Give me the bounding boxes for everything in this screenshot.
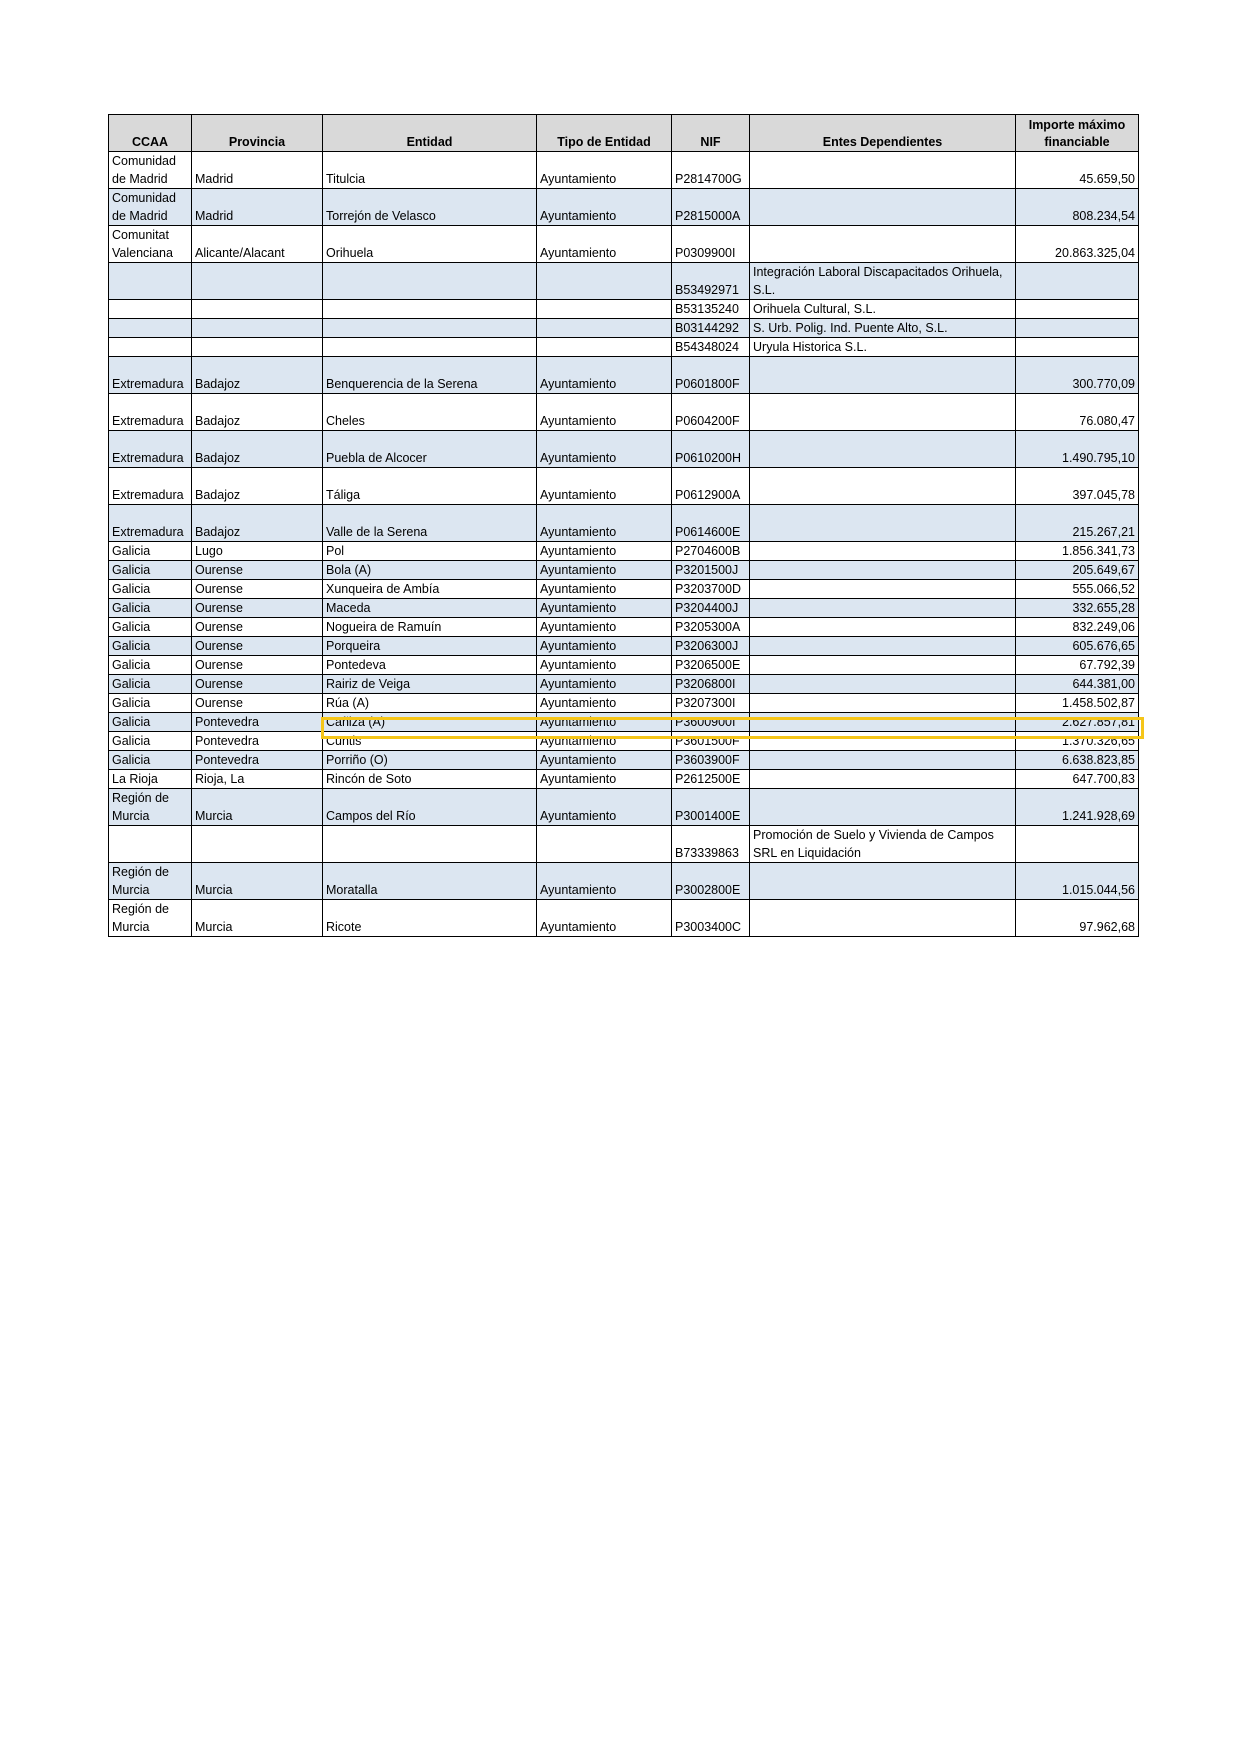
cell-nif: P3601500F <box>672 732 750 751</box>
cell-entidad: Valle de la Serena <box>323 505 537 542</box>
cell-ccaa: Galicia <box>109 618 192 637</box>
cell-importe: 205.649,67 <box>1016 561 1139 580</box>
cell-entidad: Maceda <box>323 599 537 618</box>
cell-entidad <box>323 826 537 863</box>
header-entes-dependientes: Entes Dependientes <box>750 115 1016 152</box>
cell-entes <box>750 900 1016 937</box>
cell-provincia <box>192 826 323 863</box>
table-row <box>109 357 1139 394</box>
cell-importe <box>1016 319 1139 338</box>
cell-tipo: Ayuntamiento <box>537 580 672 599</box>
table-row <box>109 637 1139 656</box>
cell-nif: P2815000A <box>672 189 750 226</box>
cell-entidad: Rairiz de Veiga <box>323 675 537 694</box>
header-nif: NIF <box>672 115 750 152</box>
cell-importe: 605.676,65 <box>1016 637 1139 656</box>
cell-entidad: Pol <box>323 542 537 561</box>
cell-nif: P0604200F <box>672 394 750 431</box>
cell-entes <box>750 561 1016 580</box>
cell-importe: 644.381,00 <box>1016 675 1139 694</box>
cell-provincia: Lugo <box>192 542 323 561</box>
cell-tipo <box>537 319 672 338</box>
cell-ccaa: Galicia <box>109 580 192 599</box>
cell-nif: P0614600E <box>672 505 750 542</box>
cell-provincia: Pontevedra <box>192 751 323 770</box>
cell-nif: P2704600B <box>672 542 750 561</box>
cell-importe: 6.638.823,85 <box>1016 751 1139 770</box>
cell-entidad: Táliga <box>323 468 537 505</box>
cell-tipo: Ayuntamiento <box>537 618 672 637</box>
cell-provincia: Ourense <box>192 561 323 580</box>
cell-importe: 832.249,06 <box>1016 618 1139 637</box>
cell-nif: P3600900I <box>672 713 750 732</box>
cell-entidad: Porqueira <box>323 637 537 656</box>
table-row <box>109 152 1139 189</box>
cell-nif: P2612500E <box>672 770 750 789</box>
table-row <box>109 656 1139 675</box>
cell-ccaa: La Rioja <box>109 770 192 789</box>
cell-entes <box>750 394 1016 431</box>
cell-provincia <box>192 263 323 300</box>
cell-nif: P3201500J <box>672 561 750 580</box>
cell-importe: 2.627.857,81 <box>1016 713 1139 732</box>
cell-tipo: Ayuntamiento <box>537 394 672 431</box>
cell-tipo: Ayuntamiento <box>537 599 672 618</box>
cell-tipo: Ayuntamiento <box>537 226 672 263</box>
cell-tipo: Ayuntamiento <box>537 637 672 656</box>
cell-entes <box>750 732 1016 751</box>
cell-entidad: Pontedeva <box>323 656 537 675</box>
cell-ccaa: Comunitat Valenciana <box>109 226 192 263</box>
table-row <box>109 694 1139 713</box>
cell-nif: P3002800E <box>672 863 750 900</box>
cell-entidad: Rúa (A) <box>323 694 537 713</box>
cell-nif: P2814700G <box>672 152 750 189</box>
cell-tipo: Ayuntamiento <box>537 732 672 751</box>
cell-importe: 67.792,39 <box>1016 656 1139 675</box>
cell-provincia: Alicante/Alacant <box>192 226 323 263</box>
cell-provincia: Madrid <box>192 152 323 189</box>
cell-entidad: Ricote <box>323 900 537 937</box>
table-row <box>109 863 1139 900</box>
cell-ccaa <box>109 319 192 338</box>
cell-entes <box>750 675 1016 694</box>
cell-ccaa: Extremadura <box>109 468 192 505</box>
cell-ccaa <box>109 826 192 863</box>
cell-provincia: Badajoz <box>192 357 323 394</box>
cell-importe: 215.267,21 <box>1016 505 1139 542</box>
table-row <box>109 599 1139 618</box>
cell-nif: P3603900F <box>672 751 750 770</box>
table-row <box>109 713 1139 732</box>
cell-provincia: Pontevedra <box>192 732 323 751</box>
cell-importe: 1.490.795,10 <box>1016 431 1139 468</box>
cell-entes <box>750 505 1016 542</box>
cell-entidad: Rincón de Soto <box>323 770 537 789</box>
cell-ccaa <box>109 338 192 357</box>
cell-importe: 97.962,68 <box>1016 900 1139 937</box>
cell-ccaa: Galicia <box>109 751 192 770</box>
cell-entes <box>750 770 1016 789</box>
cell-entidad <box>323 300 537 319</box>
cell-entidad: Campos del Río <box>323 789 537 826</box>
cell-tipo <box>537 263 672 300</box>
cell-nif: P3206300J <box>672 637 750 656</box>
cell-ccaa: Galicia <box>109 656 192 675</box>
cell-entidad: Benquerencia de la Serena <box>323 357 537 394</box>
cell-ccaa: Galicia <box>109 675 192 694</box>
cell-entes <box>750 542 1016 561</box>
cell-entes <box>750 580 1016 599</box>
cell-entidad: Bola (A) <box>323 561 537 580</box>
data-table <box>108 114 1139 937</box>
cell-entidad: Porriño (O) <box>323 751 537 770</box>
cell-entidad: Moratalla <box>323 863 537 900</box>
cell-importe: 332.655,28 <box>1016 599 1139 618</box>
cell-entes: Promoción de Suelo y Vivienda de Campos SRL en Liquidación <box>750 826 1016 863</box>
cell-ccaa: Región de Murcia <box>109 789 192 826</box>
header-importe: Importe máximo financiable <box>1016 115 1139 152</box>
cell-entidad: Orihuela <box>323 226 537 263</box>
cell-ccaa <box>109 263 192 300</box>
table-row <box>109 300 1139 319</box>
cell-entidad <box>323 338 537 357</box>
cell-entes <box>750 713 1016 732</box>
cell-nif: P3207300I <box>672 694 750 713</box>
cell-nif: P3206800I <box>672 675 750 694</box>
table-row <box>109 732 1139 751</box>
cell-provincia: Pontevedra <box>192 713 323 732</box>
cell-importe: 647.700,83 <box>1016 770 1139 789</box>
cell-importe: 555.066,52 <box>1016 580 1139 599</box>
table-row <box>109 394 1139 431</box>
cell-provincia: Ourense <box>192 618 323 637</box>
cell-provincia: Ourense <box>192 656 323 675</box>
cell-entes <box>750 789 1016 826</box>
cell-nif: P3203700D <box>672 580 750 599</box>
cell-entes <box>750 226 1016 263</box>
cell-importe: 1.458.502,87 <box>1016 694 1139 713</box>
cell-entes <box>750 189 1016 226</box>
cell-nif: P3003400C <box>672 900 750 937</box>
table-row <box>109 789 1139 826</box>
cell-provincia: Murcia <box>192 900 323 937</box>
cell-entes: Integración Laboral Discapacitados Orihuela, S.L. <box>750 263 1016 300</box>
cell-nif: P0610200H <box>672 431 750 468</box>
table-row <box>109 826 1139 863</box>
header-entidad: Entidad <box>323 115 537 152</box>
cell-entes <box>750 357 1016 394</box>
cell-tipo: Ayuntamiento <box>537 542 672 561</box>
cell-entidad <box>323 263 537 300</box>
cell-tipo: Ayuntamiento <box>537 863 672 900</box>
cell-importe: 808.234,54 <box>1016 189 1139 226</box>
cell-entes <box>750 751 1016 770</box>
cell-provincia: Ourense <box>192 675 323 694</box>
table-row <box>109 675 1139 694</box>
cell-nif: P0612900A <box>672 468 750 505</box>
cell-entes <box>750 152 1016 189</box>
cell-entidad: Cheles <box>323 394 537 431</box>
header-tipo-entidad: Tipo de Entidad <box>537 115 672 152</box>
cell-nif: P3001400E <box>672 789 750 826</box>
cell-importe: 45.659,50 <box>1016 152 1139 189</box>
cell-importe: 397.045,78 <box>1016 468 1139 505</box>
cell-importe: 1.241.928,69 <box>1016 789 1139 826</box>
cell-entidad <box>323 319 537 338</box>
cell-provincia: Murcia <box>192 863 323 900</box>
table-row <box>109 542 1139 561</box>
cell-nif: P3206500E <box>672 656 750 675</box>
table-row <box>109 561 1139 580</box>
cell-nif: P0309900I <box>672 226 750 263</box>
cell-importe <box>1016 338 1139 357</box>
cell-provincia: Badajoz <box>192 394 323 431</box>
table-row <box>109 189 1139 226</box>
cell-tipo: Ayuntamiento <box>537 770 672 789</box>
cell-entidad: Cuntis <box>323 732 537 751</box>
cell-ccaa: Extremadura <box>109 505 192 542</box>
cell-nif: P0601800F <box>672 357 750 394</box>
header-row <box>109 115 1139 152</box>
header-ccaa: CCAA <box>109 115 192 152</box>
cell-nif: B03144292 <box>672 319 750 338</box>
table-row <box>109 770 1139 789</box>
cell-provincia <box>192 338 323 357</box>
cell-entidad: Nogueira de Ramuín <box>323 618 537 637</box>
cell-provincia: Rioja, La <box>192 770 323 789</box>
cell-tipo: Ayuntamiento <box>537 713 672 732</box>
cell-ccaa: Galicia <box>109 694 192 713</box>
table-row <box>109 618 1139 637</box>
cell-provincia: Ourense <box>192 637 323 656</box>
cell-entes <box>750 863 1016 900</box>
cell-ccaa: Extremadura <box>109 394 192 431</box>
header-provincia: Provincia <box>192 115 323 152</box>
cell-tipo: Ayuntamiento <box>537 675 672 694</box>
cell-ccaa: Galicia <box>109 637 192 656</box>
cell-tipo: Ayuntamiento <box>537 656 672 675</box>
cell-ccaa: Comunidad de Madrid <box>109 189 192 226</box>
cell-tipo: Ayuntamiento <box>537 561 672 580</box>
table-row <box>109 580 1139 599</box>
cell-ccaa: Región de Murcia <box>109 863 192 900</box>
cell-tipo: Ayuntamiento <box>537 900 672 937</box>
cell-importe: 300.770,09 <box>1016 357 1139 394</box>
cell-provincia: Ourense <box>192 694 323 713</box>
cell-entes <box>750 599 1016 618</box>
cell-tipo: Ayuntamiento <box>537 751 672 770</box>
cell-entes: Orihuela Cultural, S.L. <box>750 300 1016 319</box>
cell-tipo: Ayuntamiento <box>537 505 672 542</box>
cell-ccaa: Galicia <box>109 542 192 561</box>
table-row <box>109 226 1139 263</box>
cell-importe: 1.015.044,56 <box>1016 863 1139 900</box>
cell-importe <box>1016 300 1139 319</box>
cell-ccaa <box>109 300 192 319</box>
cell-nif: B53492971 <box>672 263 750 300</box>
table-row <box>109 900 1139 937</box>
cell-entes <box>750 694 1016 713</box>
cell-provincia: Badajoz <box>192 431 323 468</box>
cell-tipo: Ayuntamiento <box>537 152 672 189</box>
cell-ccaa: Extremadura <box>109 357 192 394</box>
cell-nif: B54348024 <box>672 338 750 357</box>
cell-importe: 1.370.326,65 <box>1016 732 1139 751</box>
cell-tipo <box>537 338 672 357</box>
cell-ccaa: Galicia <box>109 732 192 751</box>
cell-provincia: Madrid <box>192 189 323 226</box>
cell-tipo: Ayuntamiento <box>537 789 672 826</box>
cell-ccaa: Galicia <box>109 713 192 732</box>
cell-tipo <box>537 826 672 863</box>
cell-entidad: Titulcia <box>323 152 537 189</box>
cell-provincia <box>192 319 323 338</box>
table-row <box>109 431 1139 468</box>
cell-importe <box>1016 826 1139 863</box>
cell-entes <box>750 618 1016 637</box>
cell-nif: P3204400J <box>672 599 750 618</box>
cell-tipo: Ayuntamiento <box>537 357 672 394</box>
cell-importe: 20.863.325,04 <box>1016 226 1139 263</box>
cell-importe <box>1016 263 1139 300</box>
cell-entes <box>750 468 1016 505</box>
cell-nif: B73339863 <box>672 826 750 863</box>
cell-entidad: Torrejón de Velasco <box>323 189 537 226</box>
cell-provincia <box>192 300 323 319</box>
cell-tipo <box>537 300 672 319</box>
table-row <box>109 505 1139 542</box>
table-row <box>109 319 1139 338</box>
table-row <box>109 338 1139 357</box>
cell-nif: B53135240 <box>672 300 750 319</box>
cell-entes: S. Urb. Polig. Ind. Puente Alto, S.L. <box>750 319 1016 338</box>
cell-entes <box>750 637 1016 656</box>
table-row <box>109 263 1139 300</box>
cell-ccaa: Región de Murcia <box>109 900 192 937</box>
cell-provincia: Ourense <box>192 580 323 599</box>
table-row <box>109 751 1139 770</box>
cell-ccaa: Comunidad de Madrid <box>109 152 192 189</box>
cell-entidad: Cañiza (A) <box>323 713 537 732</box>
cell-ccaa: Galicia <box>109 599 192 618</box>
cell-importe: 76.080,47 <box>1016 394 1139 431</box>
cell-importe: 1.856.341,73 <box>1016 542 1139 561</box>
cell-entes: Uryula Historica S.L. <box>750 338 1016 357</box>
cell-tipo: Ayuntamiento <box>537 694 672 713</box>
cell-ccaa: Galicia <box>109 561 192 580</box>
cell-provincia: Badajoz <box>192 505 323 542</box>
cell-tipo: Ayuntamiento <box>537 431 672 468</box>
cell-ccaa: Extremadura <box>109 431 192 468</box>
cell-tipo: Ayuntamiento <box>537 468 672 505</box>
cell-entidad: Xunqueira de Ambía <box>323 580 537 599</box>
cell-nif: P3205300A <box>672 618 750 637</box>
cell-provincia: Ourense <box>192 599 323 618</box>
cell-entes <box>750 431 1016 468</box>
cell-provincia: Murcia <box>192 789 323 826</box>
table-row <box>109 468 1139 505</box>
cell-provincia: Badajoz <box>192 468 323 505</box>
cell-entidad: Puebla de Alcocer <box>323 431 537 468</box>
cell-tipo: Ayuntamiento <box>537 189 672 226</box>
cell-entes <box>750 656 1016 675</box>
